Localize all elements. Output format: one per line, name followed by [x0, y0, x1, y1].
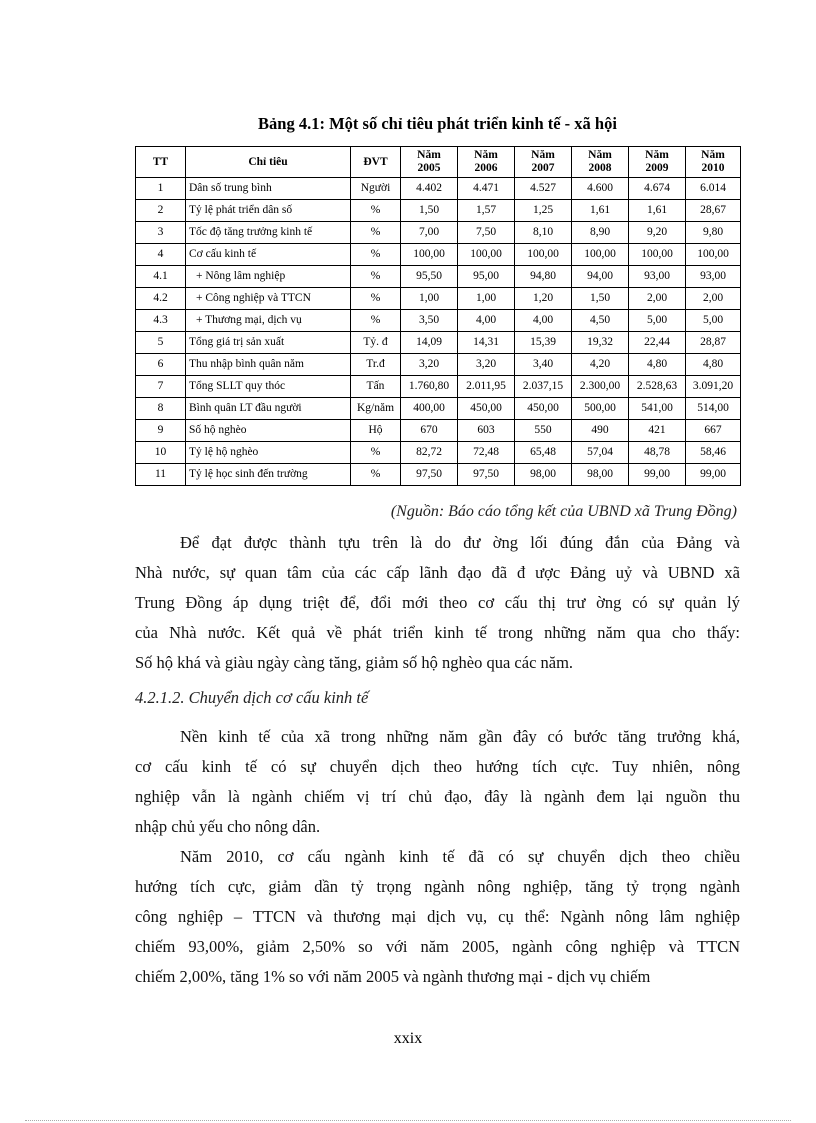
cell-value: 4,20	[572, 354, 629, 376]
cell-tt: 1	[136, 178, 186, 200]
cell-tt: 4.2	[136, 288, 186, 310]
cell-value: 93,00	[686, 266, 741, 288]
cell-chi-tieu: Tổng giá trị sản xuất	[186, 332, 351, 354]
cell-value: 2.037,15	[515, 376, 572, 398]
cell-value: 4.600	[572, 178, 629, 200]
cell-dvt: %	[351, 442, 401, 464]
cell-tt: 5	[136, 332, 186, 354]
cell-value: 1,57	[458, 200, 515, 222]
cell-value: 48,78	[629, 442, 686, 464]
cell-chi-tieu: Tỷ lệ phát triển dân số	[186, 200, 351, 222]
cell-value: 100,00	[629, 244, 686, 266]
cell-dvt: %	[351, 244, 401, 266]
cell-value: 4.471	[458, 178, 515, 200]
cell-chi-tieu: Tỷ lệ hộ nghèo	[186, 442, 351, 464]
cell-value: 58,46	[686, 442, 741, 464]
cell-value: 3,50	[401, 310, 458, 332]
cell-value: 1,61	[572, 200, 629, 222]
cell-value: 95,00	[458, 266, 515, 288]
cell-value: 4.527	[515, 178, 572, 200]
cell-value: 400,00	[401, 398, 458, 420]
cell-value: 4,00	[458, 310, 515, 332]
table-title: Bảng 4.1: Một số chỉ tiêu phát triển kinh tế - xã hội	[258, 114, 617, 133]
cell-value: 4.674	[629, 178, 686, 200]
cell-value: 5,00	[686, 310, 741, 332]
cell-tt: 3	[136, 222, 186, 244]
cell-tt: 4.3	[136, 310, 186, 332]
cell-value: 9,20	[629, 222, 686, 244]
cell-dvt: %	[351, 310, 401, 332]
cell-chi-tieu: Tổng SLLT quy thóc	[186, 376, 351, 398]
cell-value: 98,00	[572, 464, 629, 486]
cell-value: 2.300,00	[572, 376, 629, 398]
paragraph-line: Để đạt được thành tựu trên là do đư ờng lối đúng đắn của Đảng và	[180, 533, 740, 552]
table-row	[136, 376, 741, 398]
cell-value: 1,50	[572, 288, 629, 310]
cell-value: 100,00	[686, 244, 741, 266]
cell-value: 28,87	[686, 332, 741, 354]
cell-value: 1.760,80	[401, 376, 458, 398]
paragraph-line: chiếm 2,00%, tăng 1% so với năm 2005 và ngành thương mại - dịch vụ chiếm	[135, 967, 651, 986]
cell-value: 100,00	[458, 244, 515, 266]
cell-value: 15,39	[515, 332, 572, 354]
cell-dvt: Hộ	[351, 420, 401, 442]
cell-tt: 11	[136, 464, 186, 486]
cell-value: 72,48	[458, 442, 515, 464]
cell-value: 1,50	[401, 200, 458, 222]
cell-chi-tieu: + Thương mại, dịch vụ	[186, 310, 351, 332]
cell-value: 2.528,63	[629, 376, 686, 398]
cell-dvt: Kg/năm	[351, 398, 401, 420]
cell-chi-tieu: Tỷ lệ học sinh đến trường	[186, 464, 351, 486]
cell-value: 541,00	[629, 398, 686, 420]
paragraph-line: hướng tích cực, giảm dần tỷ trọng ngành nông nghiệp, tăng tỷ trọng ngành	[135, 877, 740, 896]
cell-chi-tieu: Bình quân LT đầu người	[186, 398, 351, 420]
table-row	[136, 222, 741, 244]
cell-tt: 4.1	[136, 266, 186, 288]
cell-value: 1,00	[401, 288, 458, 310]
cell-value: 1,61	[629, 200, 686, 222]
cell-value: 4,00	[515, 310, 572, 332]
table-row	[136, 332, 741, 354]
cell-chi-tieu: + Công nghiệp và TTCN	[186, 288, 351, 310]
cell-value: 94,00	[572, 266, 629, 288]
cell-value: 450,00	[458, 398, 515, 420]
cell-value: 82,72	[401, 442, 458, 464]
cell-chi-tieu: Số hộ nghèo	[186, 420, 351, 442]
paragraph-line: Số hộ khá và giàu ngày càng tăng, giảm số hộ nghèo qua các năm.	[135, 653, 574, 672]
cell-value: 603	[458, 420, 515, 442]
cell-value: 8,90	[572, 222, 629, 244]
cell-value: 97,50	[458, 464, 515, 486]
cell-value: 3,40	[515, 354, 572, 376]
cell-value: 3,20	[458, 354, 515, 376]
cell-value: 99,00	[629, 464, 686, 486]
cell-dvt: %	[351, 200, 401, 222]
cell-value: 94,80	[515, 266, 572, 288]
table-row	[136, 464, 741, 486]
paragraph-structure-shift	[135, 842, 740, 992]
table-row	[136, 200, 741, 222]
table-row	[136, 266, 741, 288]
cell-chi-tieu: Tốc độ tăng trưởng kinh tế	[186, 222, 351, 244]
cell-tt: 6	[136, 354, 186, 376]
table-row	[136, 178, 741, 200]
cell-value: 4.402	[401, 178, 458, 200]
cell-value: 550	[515, 420, 572, 442]
cell-value: 4,50	[572, 310, 629, 332]
cell-value: 93,00	[629, 266, 686, 288]
table-row	[136, 398, 741, 420]
page-number: xxix	[393, 1030, 423, 1047]
cell-tt: 9	[136, 420, 186, 442]
cell-value: 100,00	[572, 244, 629, 266]
cell-dvt: Tỷ. đ	[351, 332, 401, 354]
cell-value: 14,09	[401, 332, 458, 354]
table-row	[136, 354, 741, 376]
paragraph-achievements	[135, 528, 740, 678]
header-year-2006: Năm 2006	[458, 147, 515, 178]
table-row	[136, 310, 741, 332]
cell-value: 100,00	[515, 244, 572, 266]
paragraph-economy-overview	[135, 722, 740, 842]
cell-value: 1,00	[458, 288, 515, 310]
cell-dvt: %	[351, 222, 401, 244]
cell-tt: 4	[136, 244, 186, 266]
cell-value: 450,00	[515, 398, 572, 420]
cell-value: 1,20	[515, 288, 572, 310]
paragraph-line: chiếm 93,00%, giảm 2,50% so với năm 2005, ngành công nghiệp và TTCN	[135, 937, 740, 956]
cell-value: 5,00	[629, 310, 686, 332]
cell-dvt: %	[351, 266, 401, 288]
paragraph-line: Nhà nước, sự quan tâm của các cấp lãnh đạo đã đ ược Đảng uỷ và UBND xã	[135, 563, 740, 582]
header-year-2010: Năm 2010	[686, 147, 741, 178]
cell-value: 3,20	[401, 354, 458, 376]
cell-value: 2,00	[629, 288, 686, 310]
cell-value: 22,44	[629, 332, 686, 354]
header-tt: TT	[136, 147, 186, 178]
paragraph-line: cơ cấu kinh tế có sự chuyển dịch theo hướng tích cực. Tuy nhiên, nông	[135, 757, 740, 776]
paragraph-line: nhập chủ yếu cho nông dân.	[135, 817, 321, 836]
table-body	[136, 178, 741, 486]
cell-value: 95,50	[401, 266, 458, 288]
header-dvt: ĐVT	[351, 147, 401, 178]
source-note: (Nguồn: Báo cáo tổng kết của UBND xã Trung Đồng)	[390, 503, 737, 520]
cell-value: 100,00	[401, 244, 458, 266]
cell-value: 514,00	[686, 398, 741, 420]
paragraph-line: công nghiệp – TTCN và thương mại dịch vụ, cụ thể: Ngành nông lâm nghiệp	[135, 907, 740, 926]
cell-value: 500,00	[572, 398, 629, 420]
table-header-row	[136, 147, 741, 178]
cell-value: 670	[401, 420, 458, 442]
header-chi-tieu: Chỉ tiêu	[186, 147, 351, 178]
table-row	[136, 288, 741, 310]
cell-dvt: Tr.đ	[351, 354, 401, 376]
cell-value: 14,31	[458, 332, 515, 354]
paragraph-line: nghiệp vẫn là ngành chiếm vị trí chủ đạo, đây là ngành đem lại nguồn thu	[135, 787, 740, 806]
cell-value: 4,80	[686, 354, 741, 376]
cell-value: 99,00	[686, 464, 741, 486]
cell-dvt: Người	[351, 178, 401, 200]
paragraph-line: Trung Đồng áp dụng triệt để, đổi mới theo cơ cấu thị trư ờng có sự quản lý	[135, 593, 740, 612]
cell-value: 19,32	[572, 332, 629, 354]
cell-value: 2,00	[686, 288, 741, 310]
cell-value: 490	[572, 420, 629, 442]
cell-value: 1,25	[515, 200, 572, 222]
cell-tt: 7	[136, 376, 186, 398]
cell-tt: 10	[136, 442, 186, 464]
cell-value: 98,00	[515, 464, 572, 486]
cell-value: 28,67	[686, 200, 741, 222]
cell-dvt: %	[351, 288, 401, 310]
cell-value: 9,80	[686, 222, 741, 244]
cell-value: 4,80	[629, 354, 686, 376]
cell-chi-tieu: Dân số trung bình	[186, 178, 351, 200]
section-heading: 4.2.1.2. Chuyển dịch cơ cấu kinh tế	[135, 688, 369, 707]
header-year-2008: Năm 2008	[572, 147, 629, 178]
table-row	[136, 244, 741, 266]
cell-value: 8,10	[515, 222, 572, 244]
cell-dvt: Tấn	[351, 376, 401, 398]
cell-chi-tieu: + Nông lâm nghiệp	[186, 266, 351, 288]
cell-value: 3.091,20	[686, 376, 741, 398]
header-year-2007: Năm 2007	[515, 147, 572, 178]
paragraph-line: của Nhà nước. Kết quả về phát triển kinh tế trong những năm qua cho thấy:	[135, 623, 740, 642]
cell-chi-tieu: Thu nhập bình quân năm	[186, 354, 351, 376]
cell-value: 667	[686, 420, 741, 442]
indicators-table	[135, 146, 741, 486]
cell-value: 7,50	[458, 222, 515, 244]
page-bottom-divider	[25, 1120, 791, 1121]
cell-value: 6.014	[686, 178, 741, 200]
table-row	[136, 442, 741, 464]
cell-tt: 2	[136, 200, 186, 222]
cell-value: 7,00	[401, 222, 458, 244]
cell-chi-tieu: Cơ cấu kinh tế	[186, 244, 351, 266]
cell-tt: 8	[136, 398, 186, 420]
table-row	[136, 420, 741, 442]
cell-value: 57,04	[572, 442, 629, 464]
paragraph-line: Nền kinh tế của xã trong những năm gần đây có bước tăng trưởng khá,	[180, 727, 740, 746]
header-year-2005: Năm 2005	[401, 147, 458, 178]
cell-value: 97,50	[401, 464, 458, 486]
cell-value: 421	[629, 420, 686, 442]
cell-dvt: %	[351, 464, 401, 486]
header-year-2009: Năm 2009	[629, 147, 686, 178]
cell-value: 65,48	[515, 442, 572, 464]
paragraph-line: Năm 2010, cơ cấu ngành kinh tế đã có sự chuyển dịch theo chiều	[180, 847, 740, 866]
cell-value: 2.011,95	[458, 376, 515, 398]
